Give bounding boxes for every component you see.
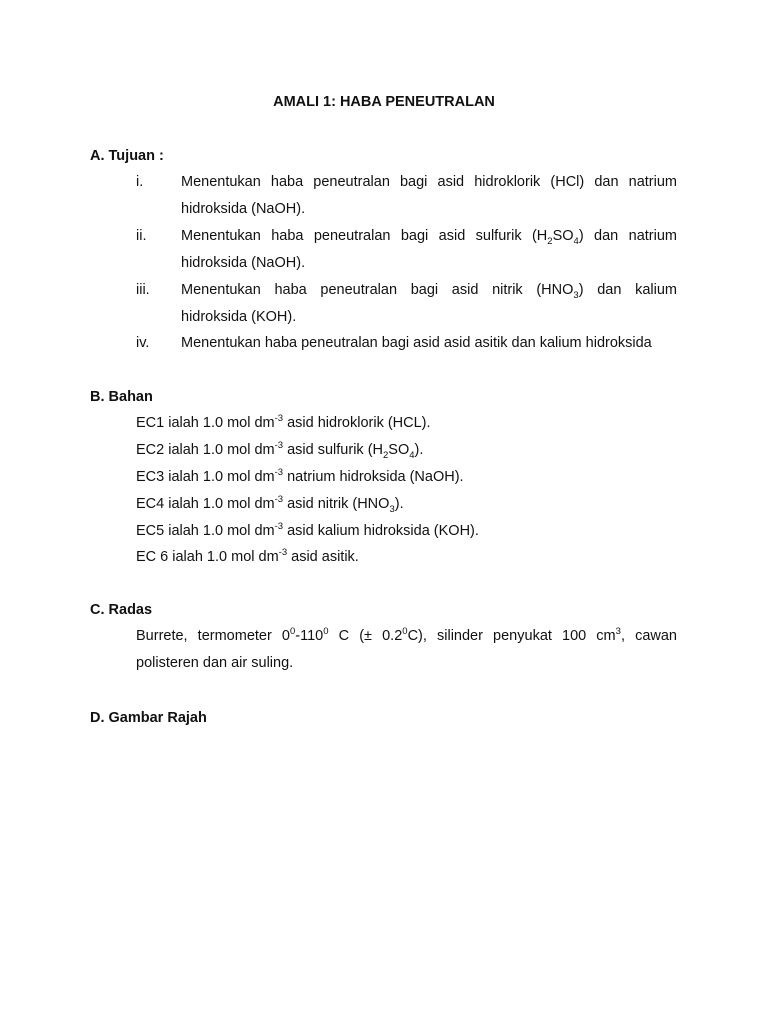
apparatus-line: Burrete, termometer $0^0-110^0$ C (± $0.2^0C$), silinder penyukat 100 $cm^3$, cawan [136,626,677,644]
material-line: EC 6 ialah 1.0 mol $dm^{-3}$ asid asitik. [136,547,359,565]
aim-line: Menentukan haba peneutralan bagi asid asid asitik dan kalium hidroksida [181,335,652,351]
apparatus-line: polisteren dan air suling. [136,655,294,671]
apparatus-paragraph [136,623,677,677]
aim-line: hidroksida (NaOH). [181,201,306,217]
aim-text [181,277,677,331]
aim-number: i. [136,174,144,190]
aim-line: hidroksida (KOH). [181,309,297,325]
section-a-heading: A. Tujuan : [90,148,164,164]
aim-number: iii. [136,282,150,298]
material-line: EC1 ialah 1.0 mol $dm^{-3}$ asid hidroklorik (HCL). [136,413,431,431]
material-line: EC5 ialah 1.0 mol $dm^{-3}$ asid kalium hidroksida (KOH). [136,521,479,539]
section-c-heading: C. Radas [90,602,153,618]
aim-line: Menentukan haba peneutralan bagi asid sulfurik $(H_2SO_4)$ dan natrium [181,228,677,247]
document-title: AMALI 1: HABA PENEUTRALAN [273,94,495,110]
material-line: EC3 ialah 1.0 mol $dm^{-3}$ natrium hidroksida (NaOH). [136,467,464,485]
aim-text [181,223,677,277]
aim-text [181,169,677,223]
material-line: EC4 ialah 1.0 mol $dm^{-3}$ asid nitrik $(HNO_3)$. [136,494,404,515]
section-b-heading: B. Bahan [90,389,153,405]
aim-line: Menentukan haba peneutralan bagi asid nitrik $(HNO_3)$ dan kalium [181,282,677,301]
section-d-heading: D. Gambar Rajah [90,710,207,726]
material-line: EC2 ialah 1.0 mol $dm^{-3}$ asid sulfurik $(H_2SO_4)$. [136,440,424,461]
aim-text [181,330,677,357]
aim-line: hidroksida (NaOH). [181,255,306,271]
aim-number: iv. [136,335,150,351]
aim-line: Menentukan haba peneutralan bagi asid hidroklorik (HCl) dan natrium [181,174,677,190]
aim-number: ii. [136,228,147,244]
